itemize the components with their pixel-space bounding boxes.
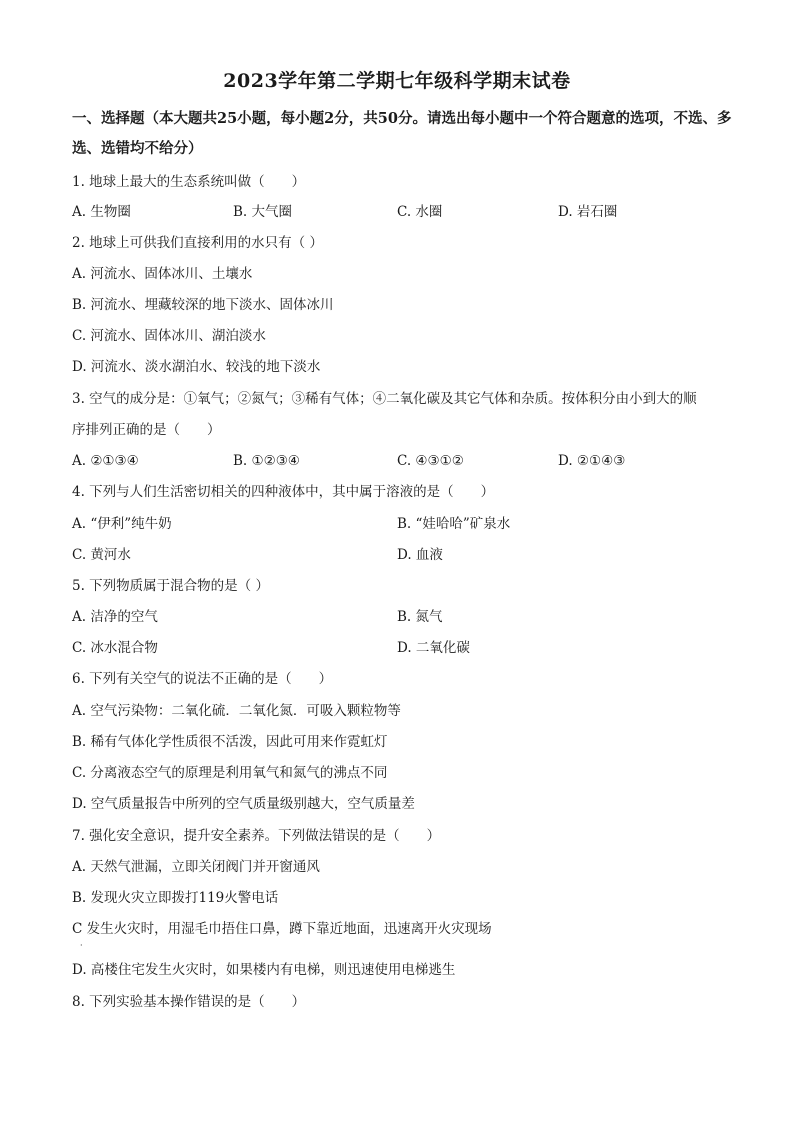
question-5-option-d: D. 二氧化碳 (397, 640, 470, 656)
question-3-option-c: C. ④③①② (397, 453, 464, 469)
section-heading: 一、选择题（本大题共25小题，每小题2分，共50分。请选出每小题中一个符合题意的选项，不选、多选、选错均不给分） (72, 110, 732, 157)
question-2-option-a: A. 河流水、固体冰川、土壤水 (72, 266, 253, 282)
question-1-option-a: A. 生物圈 (72, 204, 131, 220)
question-2-stem: 2. 地球上可供我们直接利用的水只有（ ） (72, 235, 323, 251)
question-4-option-b: B. “娃哈哈”矿泉水 (397, 516, 511, 532)
exam-title: 2023学年第二学期七年级科学期末试卷 (223, 70, 571, 92)
question-1-option-b: B. 大气圈 (233, 204, 293, 220)
question-6-option-b: B. 稀有气体化学性质很不活泼，因此可用来作霓虹灯 (72, 734, 388, 750)
question-7-stem: 7. 强化安全意识，提升安全素养。下列做法错误的是（ ） (72, 828, 441, 844)
question-6-option-a: A. 空气污染物：二氧化硫．二氧化氮．可吸入颗粒物等 (72, 703, 401, 719)
question-6-option-c: C. 分离液态空气的原理是利用氧气和氮气的沸点不同 (72, 765, 388, 781)
question-5-stem: 5. 下列物质属于混合物的是（ ） (72, 578, 269, 594)
question-6-stem: 6. 下列有关空气的说法不正确的是（ ） (72, 671, 333, 687)
question-6-option-d: D. 空气质量报告中所列的空气质量级别越大，空气质量差 (72, 796, 415, 812)
question-7-option-c: C 发生火灾时，用湿毛巾捂住口鼻，蹲下靠近地面，迅速离开火灾现场 (72, 921, 492, 937)
question-3-option-b: B. ①②③④ (233, 453, 300, 469)
question-3-stem-line-1: 3. 空气的成分是：①氧气；②氮气；③稀有气体；④二氧化碳及其它气体和杂质。按体积分由小到大的顺 (72, 391, 697, 407)
question-4-option-a: A. “伊利”纯牛奶 (72, 516, 172, 532)
question-8-stem: 8. 下列实验基本操作错误的是（ ） (72, 994, 306, 1010)
question-2-option-d: D. 河流水、淡水湖泊水、较浅的地下淡水 (72, 359, 321, 375)
question-5-option-b: B. 氮气 (397, 609, 443, 625)
question-7-option-d: D. 高楼住宅发生火灾时，如果楼内有电梯，则迅速使用电梯逃生 (72, 962, 456, 978)
question-3-option-d: D. ②①④③ (558, 453, 626, 469)
question-5-option-a: A. 洁净的空气 (72, 609, 158, 625)
question-1-option-c: C. 水圈 (397, 204, 443, 220)
question-1-option-d: D. 岩石圈 (558, 204, 618, 220)
stray-dot-mark: · (80, 941, 83, 950)
question-7-option-b: B. 发现火灾立即拨打119火警电话 (72, 890, 279, 906)
question-3-stem-line-2: 序排列正确的是（ ） (72, 422, 221, 438)
question-3-option-a: A. ②①③④ (72, 453, 139, 469)
question-7-option-a: A. 天然气泄漏，立即关闭阀门并开窗通风 (72, 859, 320, 875)
question-4-option-c: C. 黄河水 (72, 547, 131, 563)
question-1-stem: 1. 地球上最大的生态系统叫做（ ） (72, 174, 306, 190)
question-4-stem: 4. 下列与人们生活密切相关的四种液体中，其中属于溶液的是（ ） (72, 484, 495, 500)
question-4-option-d: D. 血液 (397, 547, 443, 563)
question-2-option-c: C. 河流水、固体冰川、湖泊淡水 (72, 328, 266, 344)
question-2-option-b: B. 河流水、埋藏较深的地下淡水、固体冰川 (72, 297, 334, 313)
question-5-option-c: C. 冰水混合物 (72, 640, 158, 656)
